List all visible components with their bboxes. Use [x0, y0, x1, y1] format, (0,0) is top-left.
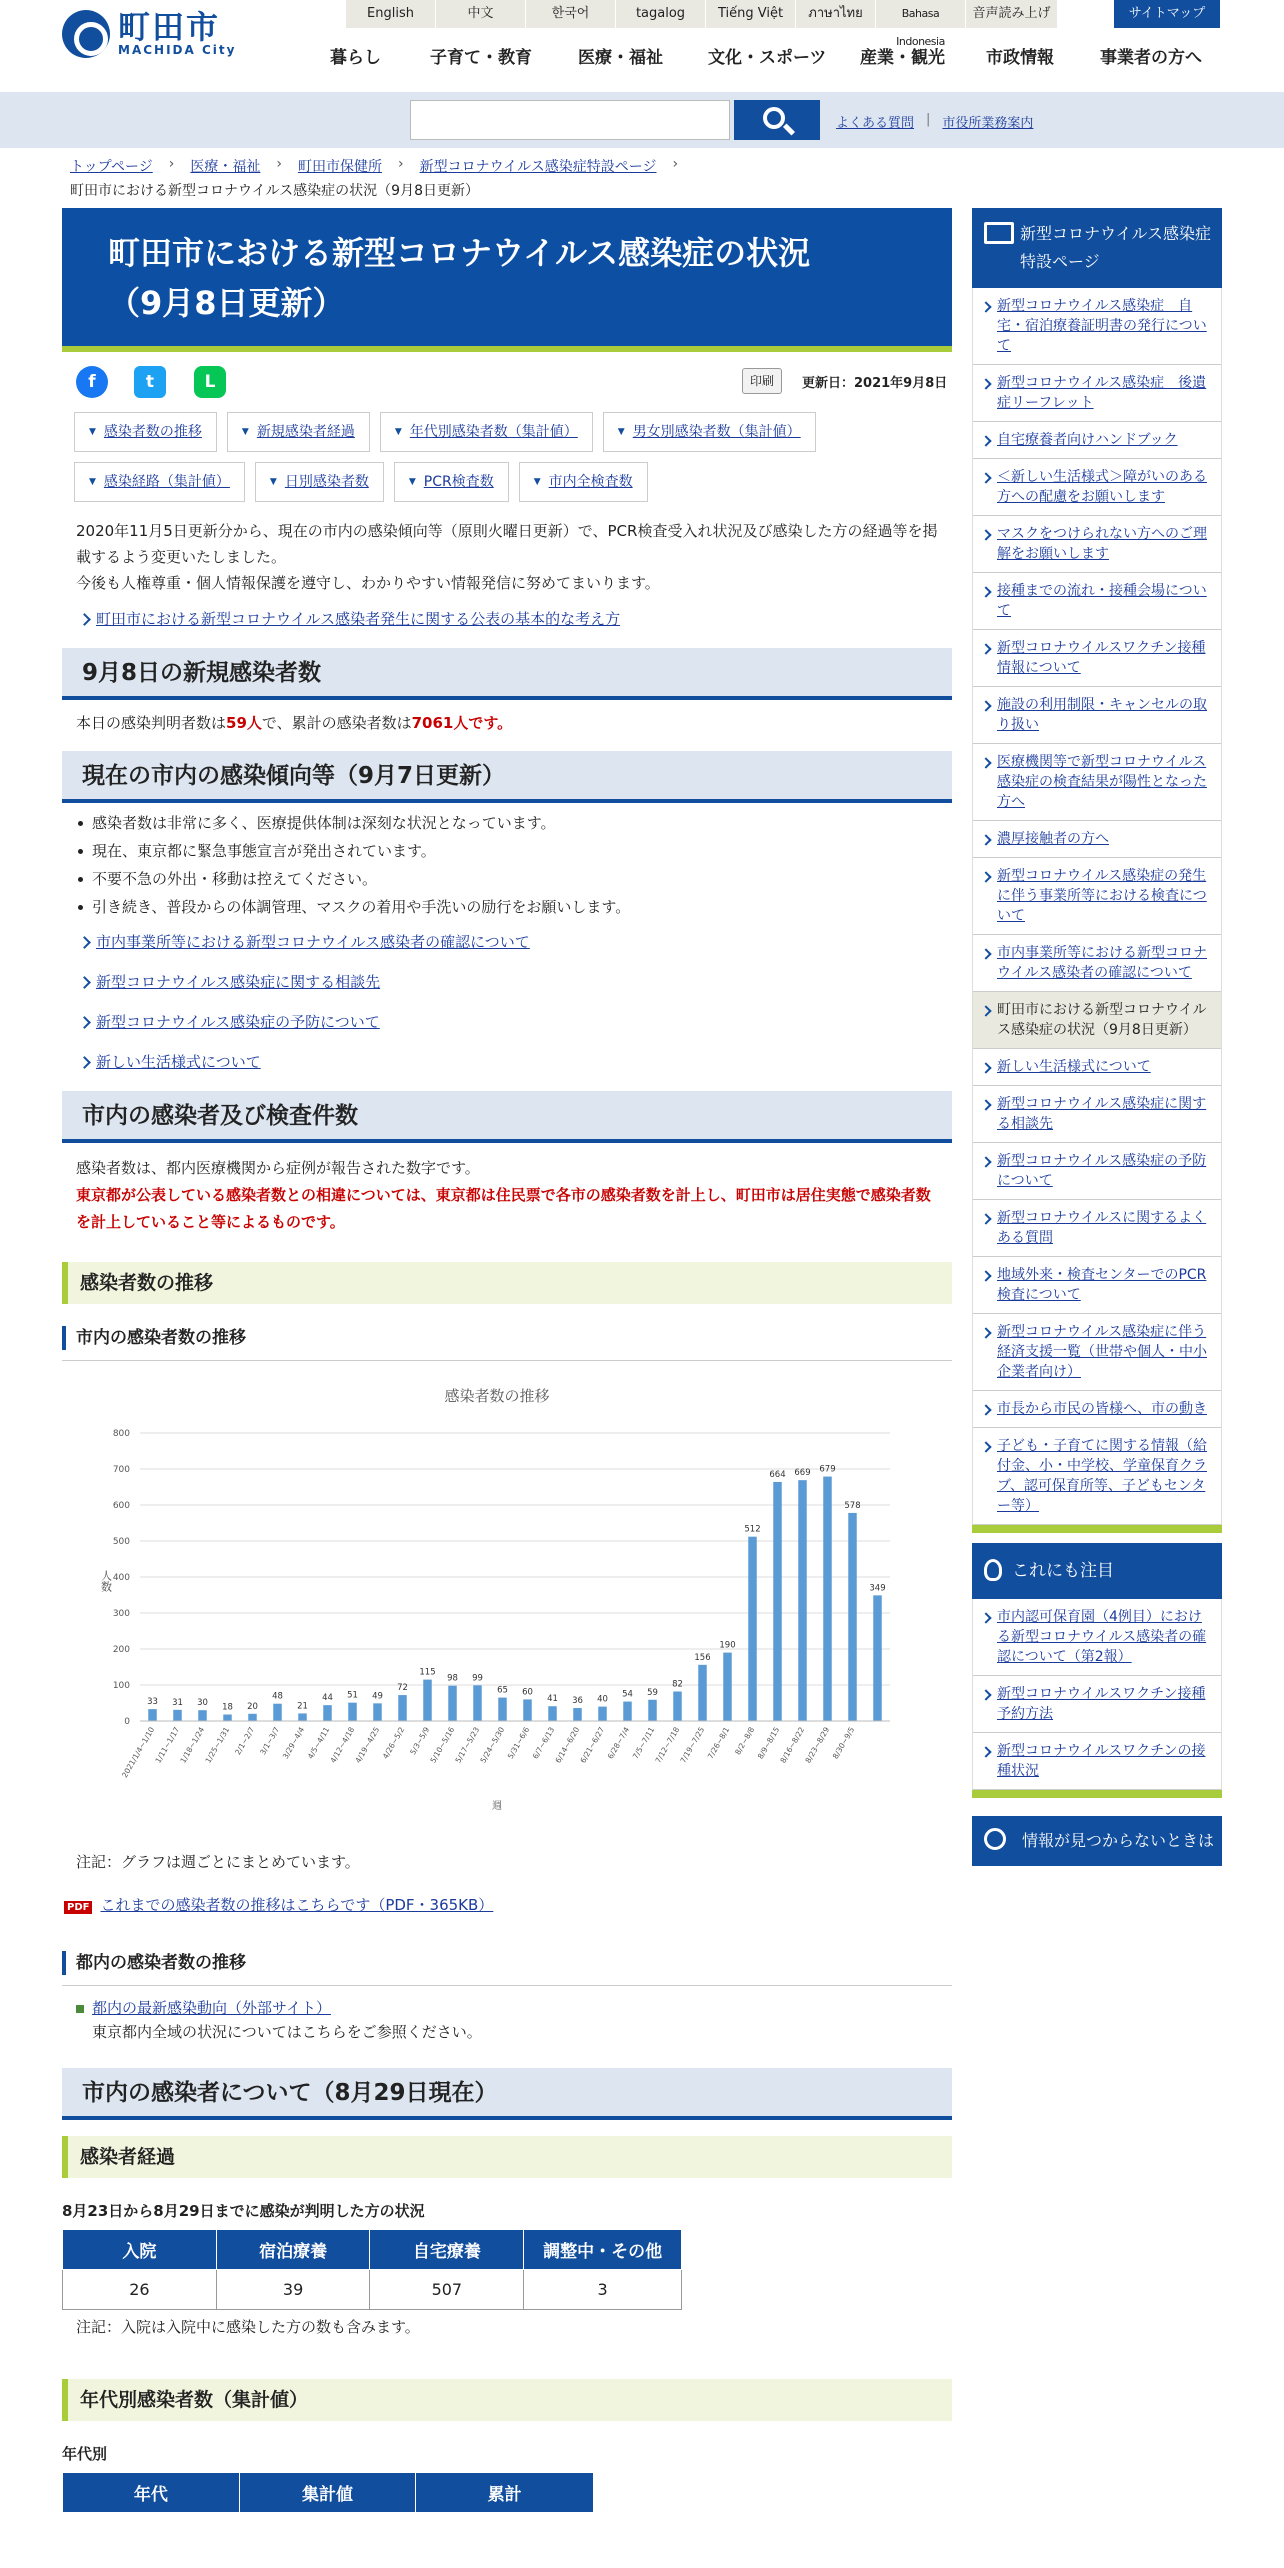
- data-label: 664: [769, 1469, 786, 1480]
- sidebar: [972, 208, 1222, 1866]
- bar: [198, 1710, 207, 1721]
- data-label: 33: [147, 1697, 158, 1708]
- office-link[interactable]: 市役所業務案内: [942, 116, 1034, 131]
- prevention-link[interactable]: 新型コロナウイルス感染症の予防について: [76, 1011, 938, 1033]
- lang-tagalog[interactable]: tagalog: [616, 0, 706, 28]
- bar: [673, 1691, 682, 1721]
- x-tick-label: 6/14~6/20: [553, 1725, 582, 1765]
- bar: [573, 1708, 582, 1721]
- sidebar-item[interactable]: 医療機関等で新型コロナウイルス感染症の検査結果が陽性となった方へ: [973, 744, 1221, 821]
- x-tick-label: 7/19~7/25: [678, 1725, 707, 1765]
- x-tick-label: 5/3~5/9: [408, 1725, 432, 1757]
- y-tick-label: 0: [124, 1717, 130, 1727]
- lang-chinese[interactable]: 中文: [436, 0, 526, 28]
- nav-living[interactable]: 暮らし: [330, 48, 381, 68]
- x-tick-label: 6/7~6/13: [530, 1725, 557, 1761]
- notice-item[interactable]: 新型コロナウイルスワクチン接種予約方法: [973, 1676, 1221, 1733]
- since-h3: 感染者経過: [62, 2136, 952, 2178]
- sidebar-item[interactable]: 子ども・子育てに関する情報（給付金、小・中学校、学童保育クラブ、認可保育所等、子どもセンター等）: [973, 1428, 1221, 1525]
- list-item: 感染者数は非常に多く、医療提供体制は深刻な状況となっています。: [76, 809, 952, 837]
- bar: [423, 1680, 432, 1721]
- x-tick-label: 8/30~9/5: [830, 1725, 857, 1761]
- nav-culture[interactable]: 文化・スポーツ: [708, 48, 827, 68]
- x-tick-label: 8/23~8/29: [803, 1725, 832, 1765]
- tokyo-trend-h4: 都内の感染者数の推移: [62, 1951, 952, 1975]
- tab-by-age[interactable]: ▼ 年代別感染者数（集計値）: [380, 412, 593, 452]
- notice-item[interactable]: 新型コロナウイルスワクチンの接種状況: [973, 1733, 1221, 1790]
- site-logo[interactable]: [62, 10, 236, 58]
- anchor-tabs: [62, 412, 952, 502]
- sidebar-list: [972, 288, 1222, 1525]
- external-site-icon: [76, 2005, 84, 2013]
- nav-industry[interactable]: 産業・観光: [860, 48, 945, 68]
- consultation-link[interactable]: 新型コロナウイルス感染症に関する相談先: [76, 971, 938, 993]
- sitemap-button[interactable]: サイトマップ: [1114, 0, 1220, 28]
- business-cases-link[interactable]: 市内事業所等における新型コロナウイルス感染者の確認について: [76, 931, 938, 953]
- y-tick-label: 100: [112, 1681, 130, 1691]
- data-label: 51: [347, 1690, 358, 1701]
- voice-reader-button[interactable]: 音声読み上げ: [966, 0, 1058, 28]
- main-nav: [318, 44, 1210, 72]
- bar: [373, 1703, 382, 1721]
- x-tick-label: 2021/1/4~1/10: [120, 1725, 157, 1780]
- x-tick-label: 5/24~5/30: [478, 1725, 507, 1765]
- age-caption: 年代別: [62, 2445, 108, 2463]
- x-tick-label: 6/21~6/27: [578, 1725, 607, 1765]
- y-tick-label: 400: [112, 1573, 130, 1583]
- x-tick-label: 5/10~5/16: [428, 1725, 457, 1765]
- city-emblem-icon: [62, 10, 110, 58]
- intro-paragraph-2: 今後も人権尊重・個人情報保護を遵守し、わかりやすい情報発信に努めてまいります。: [76, 574, 660, 592]
- intro-paragraph-1: 2020年11月5日更新分から、現在の市内の感染傾向等（原則火曜日更新）で、PCR検査受入れ状況及び感染した方の経過等を掲載するよう変更いたしました。: [76, 522, 938, 566]
- cases-chart-svg: [62, 1361, 952, 1843]
- twitter-share-icon[interactable]: t: [134, 366, 166, 398]
- sidebar-item: 町田市における新型コロナウイルス感染症の状況（9月8日更新）: [973, 992, 1221, 1049]
- tab-pcr[interactable]: ▼ PCR検査数: [394, 462, 509, 502]
- lang-vietnamese[interactable]: Tiếng Việt: [706, 0, 796, 28]
- table-row: 入院 宿泊療養 自宅療養 調整中・その他: [63, 2230, 682, 2270]
- page-title-box: [62, 208, 952, 352]
- lang-thai[interactable]: ภาษาไทย: [796, 0, 876, 28]
- search-button[interactable]: [734, 100, 820, 140]
- y-tick-label: 800: [112, 1429, 130, 1439]
- x-tick-label: 7/5~7/11: [630, 1725, 657, 1761]
- x-tick-label: 2/1~2/7: [233, 1725, 257, 1757]
- x-tick-label: 3/29~4/4: [280, 1725, 307, 1761]
- not-found-button[interactable]: 情報が見つからないときは: [972, 1816, 1222, 1866]
- notice-head: これにも注目: [972, 1543, 1222, 1599]
- x-tick-label: 8/16~8/22: [778, 1725, 807, 1765]
- breadcrumb-top[interactable]: トップページ: [70, 159, 153, 175]
- nav-city-info[interactable]: 市政情報: [986, 48, 1054, 68]
- tool-row: [62, 352, 952, 412]
- sidebar-item[interactable]: 新型コロナウイルス感染症に関する相談先: [973, 1086, 1221, 1143]
- data-label: 44: [322, 1693, 333, 1704]
- age-table: [62, 2472, 594, 2513]
- breadcrumb: トップページ › 医療・福祉 › 町田市保健所 › 新型コロナウイルス感染症特設ページ ›: [70, 156, 679, 175]
- nav-medical[interactable]: 医療・福祉: [578, 48, 663, 68]
- data-label: 578: [844, 1500, 861, 1511]
- tab-by-gender[interactable]: ▼ 男女別感染者数（集計値）: [603, 412, 816, 452]
- city-trend-h4: 市内の感染者数の推移: [62, 1326, 952, 1350]
- search-icon: [763, 107, 785, 129]
- lang-indonesian[interactable]: Bahasa Indonesia: [876, 0, 966, 28]
- trend-h3: 感染者数の推移: [62, 1262, 952, 1304]
- bar: [498, 1698, 507, 1721]
- today-count: 59人: [226, 714, 262, 732]
- page-title: 町田市における新型コロナウイルス感染症の状況 （9月8日更新）: [108, 234, 811, 322]
- breadcrumb-current: 町田市における新型コロナウイルス感染症の状況（9月8日更新）: [70, 183, 479, 199]
- list-item: 不要不急の外出・移動は控えてください。: [76, 865, 952, 893]
- bar: [773, 1482, 782, 1721]
- bar: [248, 1714, 257, 1721]
- tokyo-block: 都内の最新感染動向（外部サイト） 東京都内全域の状況についてはこちらをご参照ください。: [62, 1986, 952, 2054]
- data-label: 349: [869, 1583, 886, 1594]
- sidebar-item[interactable]: マスクをつけられない方へのご理解をお願いします: [973, 516, 1221, 573]
- x-tick-label: 4/26~5/2: [380, 1725, 407, 1761]
- bar: [623, 1702, 632, 1721]
- y-tick-label: 600: [112, 1501, 130, 1511]
- logo-title: 町田市: [118, 8, 221, 46]
- counts-heading: 市内の感染者及び検査件数: [62, 1091, 952, 1143]
- sidebar-item[interactable]: 地域外来・検査センターでのPCR検査について: [973, 1257, 1221, 1314]
- search-band: [0, 92, 1284, 148]
- data-label: 65: [497, 1685, 508, 1696]
- sidebar-item[interactable]: 新型コロナウイルスワクチン接種情報について: [973, 630, 1221, 687]
- policy-link[interactable]: 町田市における新型コロナウイルス感染者発生に関する公表の基本的な考え方: [76, 608, 938, 630]
- data-label: 49: [372, 1691, 383, 1702]
- bar: [298, 1713, 307, 1721]
- x-tick-label: 4/5~4/11: [305, 1725, 332, 1761]
- tab-route[interactable]: ▼ 感染経路（集計値）: [74, 462, 245, 502]
- data-label: 72: [397, 1683, 408, 1694]
- list-item: 現在、東京都に緊急事態宣言が発出されています。: [76, 837, 952, 865]
- lifestyle-link[interactable]: 新しい生活様式について: [76, 1051, 938, 1073]
- x-axis-label: 週: [492, 1801, 502, 1812]
- line-share-icon[interactable]: L: [194, 366, 226, 398]
- bar: [273, 1704, 282, 1721]
- sidebar-item[interactable]: 濃厚接触者の方へ: [973, 821, 1221, 858]
- folder-icon: [984, 222, 1014, 244]
- sidebar-item[interactable]: 新しい生活様式について: [973, 1049, 1221, 1086]
- new-cases-text: 本日の感染判明者数は59人で、累計の感染者数は7061人です。: [76, 714, 513, 732]
- data-label: 48: [272, 1691, 283, 1702]
- since-note: 注記：入院は入院中に感染した方の数も含みます。: [76, 2318, 420, 2336]
- new-cases-heading: 9月8日の新規感染者数: [62, 648, 952, 700]
- breadcrumb-medical[interactable]: 医療・福祉: [190, 159, 261, 175]
- sidebar-item[interactable]: 新型コロナウイルスに関するよくある質問: [973, 1200, 1221, 1257]
- counts-notes: 感染者数は、都内医療機関から症例が報告された数字です。 東京都が公表している感染者数との相違については、東京都は住民票で各市の感染者数を計上し、町田市は居住実態で感染者数を計上していること等によるものです。: [62, 1143, 952, 1248]
- sidebar-item[interactable]: 接種までの流れ・接種会場について: [973, 573, 1221, 630]
- data-label: 190: [719, 1640, 736, 1651]
- language-bar: [346, 0, 1058, 48]
- data-label: 54: [622, 1689, 633, 1700]
- sidebar-item[interactable]: 新型コロナウイルス感染症に伴う経済支援一覧（世帯や個人・中小企業者向け）: [973, 1314, 1221, 1391]
- total-count: 7061人です。: [411, 714, 513, 732]
- site-header: [0, 0, 1284, 92]
- list-item: 引き続き、普段からの体調管理、マスクの着用や手洗いの励行をお願いします。: [76, 893, 952, 921]
- data-label: 115: [419, 1667, 436, 1678]
- bar: [873, 1595, 882, 1721]
- x-tick-label: 5/17~5/23: [453, 1725, 482, 1765]
- nav-business[interactable]: 事業者の方へ: [1100, 48, 1202, 68]
- bar: [348, 1703, 357, 1721]
- sidebar-item[interactable]: 新型コロナウイルス感染症の予防について: [973, 1143, 1221, 1200]
- notice-list: [972, 1599, 1222, 1790]
- bar: [223, 1715, 232, 1721]
- x-tick-label: 3/1~3/7: [258, 1725, 282, 1757]
- data-label: 98: [447, 1673, 458, 1684]
- data-label: 30: [197, 1698, 208, 1709]
- x-tick-label: 1/25~1/31: [203, 1725, 232, 1765]
- sidebar-item[interactable]: 新型コロナウイルス感染症 後遺症リーフレット: [973, 365, 1221, 422]
- pdf-icon: PDF: [64, 1901, 92, 1914]
- sidebar-item[interactable]: 自宅療養者向けハンドブック: [973, 422, 1221, 459]
- data-label: 679: [819, 1464, 836, 1475]
- notice-item[interactable]: 市内認可保育園（4例目）における新型コロナウイルス感染者の確認について（第2報）: [973, 1599, 1221, 1676]
- bar: [598, 1707, 607, 1721]
- lightbulb-icon: [984, 1559, 1002, 1581]
- search-input[interactable]: [410, 100, 730, 140]
- data-label: 40: [597, 1694, 608, 1705]
- tab-trend[interactable]: ▼ 感染者数の推移: [74, 412, 217, 452]
- logo-subtitle: MACHIDA City: [118, 43, 237, 57]
- trend-heading: 現在の市内の感染傾向等（9月7日更新）: [62, 751, 952, 803]
- since-caption: 8月23日から8月29日までに感染が判明した方の状況: [62, 2202, 425, 2220]
- pdf-link[interactable]: これまでの感染者数の推移はこちらです（PDF・365KB）: [100, 1896, 494, 1914]
- bar: [173, 1710, 182, 1721]
- sidebar-item[interactable]: 新型コロナウイルス感染症の発生に伴う事業所等における検査について: [973, 858, 1221, 935]
- data-label: 21: [297, 1701, 308, 1712]
- bar: [698, 1665, 707, 1721]
- bar: [848, 1513, 857, 1721]
- x-tick-label: 1/11~1/17: [153, 1725, 182, 1765]
- bar: [148, 1709, 157, 1721]
- table-row: 26 39 507 3: [63, 2270, 682, 2310]
- y-tick-label: 500: [112, 1537, 130, 1547]
- data-label: 59: [647, 1687, 658, 1698]
- counts-red-note: 東京都が公表している感染者数との相違については、東京都は住民票で各市の感染者数を計上し、町田市は居住実態で感染者数を計上していること等によるものです。: [76, 1186, 931, 1231]
- x-tick-label: 6/28~7/4: [605, 1725, 632, 1761]
- y-axis-label: 人数: [99, 1570, 113, 1592]
- tokyo-link[interactable]: 都内の最新感染動向（外部サイト）: [92, 1999, 331, 2017]
- bar: [823, 1477, 832, 1721]
- x-tick-label: 7/12~7/18: [653, 1725, 682, 1765]
- sidebar-item[interactable]: 施設の利用制限・キャンセルの取り扱い: [973, 687, 1221, 744]
- sidebar-item[interactable]: 市内事業所等における新型コロナウイルス感染者の確認について: [973, 935, 1221, 992]
- facebook-share-icon[interactable]: f: [76, 366, 108, 398]
- nav-childcare[interactable]: 子育て・教育: [430, 48, 532, 68]
- main-content: [62, 208, 952, 2513]
- lang-korean[interactable]: 한국어: [526, 0, 616, 28]
- pdf-row: [62, 1880, 952, 1929]
- data-label: 99: [472, 1673, 483, 1684]
- x-tick-label: 7/26~8/1: [705, 1725, 732, 1761]
- bar: [798, 1480, 807, 1721]
- since-heading: 市内の感染者について（8月29日現在）: [62, 2068, 952, 2120]
- table-row: 年代 集計値 累計: [63, 2473, 594, 2513]
- updated-date: 更新日：2021年9月8日: [802, 376, 948, 391]
- data-label: 82: [672, 1679, 683, 1690]
- bar: [323, 1705, 332, 1721]
- bar: [523, 1699, 532, 1721]
- sidebar-item[interactable]: 新型コロナウイルス感染症 自宅・宿泊療養証明書の発行について: [973, 288, 1221, 365]
- search-icon: [984, 1828, 1006, 1850]
- x-tick-label: 8/2~8/8: [733, 1725, 757, 1757]
- tab-all-tests[interactable]: ▼ 市内全検査数: [519, 462, 648, 502]
- sidebar-item[interactable]: ＜新しい生活様式＞障がいのある方への配慮をお願いします: [973, 459, 1221, 516]
- cases-chart: [62, 1361, 952, 1843]
- sidebar-item[interactable]: 市長から市民の皆様へ、市の動き: [973, 1391, 1221, 1428]
- x-tick-label: 8/9~8/15: [755, 1725, 782, 1761]
- bar: [548, 1706, 557, 1721]
- data-label: 36: [572, 1696, 583, 1707]
- chart-note: 注記：グラフは週ごとにまとめています。: [76, 1853, 360, 1871]
- trend-bullets: [62, 809, 952, 921]
- y-tick-label: 300: [112, 1609, 130, 1619]
- data-label: 669: [794, 1468, 811, 1479]
- bar: [723, 1653, 732, 1721]
- print-button[interactable]: 印刷: [742, 368, 782, 394]
- chart-title: 感染者数の推移: [444, 1387, 550, 1405]
- x-tick-label: 5/31~6/6: [505, 1725, 532, 1761]
- bar: [398, 1695, 407, 1721]
- x-tick-label: 4/12~4/18: [328, 1725, 357, 1765]
- bar: [648, 1700, 657, 1721]
- status-table: [62, 2229, 682, 2310]
- data-label: 60: [522, 1687, 533, 1698]
- sidebar-head[interactable]: 新型コロナウイルス感染症特設ページ: [972, 208, 1222, 288]
- data-label: 512: [744, 1524, 761, 1535]
- intro-text: [62, 502, 952, 630]
- data-label: 31: [172, 1697, 183, 1708]
- data-label: 18: [222, 1702, 233, 1713]
- breadcrumb-covid-page[interactable]: 新型コロナウイルス感染症特設ページ: [419, 159, 657, 175]
- y-tick-label: 200: [112, 1645, 130, 1655]
- y-tick-label: 700: [112, 1465, 130, 1475]
- tab-daily[interactable]: ▼ 日別感染者数: [255, 462, 384, 502]
- search-links: よくある質問 | 市役所業務案内: [836, 112, 1034, 131]
- age-h3: 年代別感染者数（集計値）: [62, 2379, 952, 2421]
- data-label: 156: [694, 1652, 711, 1663]
- breadcrumb-health-center[interactable]: 町田市保健所: [297, 159, 382, 175]
- tab-new-cases[interactable]: ▼ 新規感染者経過: [227, 412, 370, 452]
- bar: [448, 1686, 457, 1721]
- lang-english[interactable]: English: [346, 0, 436, 28]
- data-label: 41: [547, 1694, 558, 1705]
- trend-links: [62, 921, 952, 1073]
- faq-link[interactable]: よくある質問: [836, 116, 915, 131]
- x-tick-label: 1/18~1/24: [178, 1725, 207, 1765]
- bar: [748, 1537, 757, 1721]
- x-tick-label: 4/19~4/25: [353, 1725, 382, 1765]
- bar: [473, 1685, 482, 1721]
- data-label: 20: [247, 1701, 258, 1712]
